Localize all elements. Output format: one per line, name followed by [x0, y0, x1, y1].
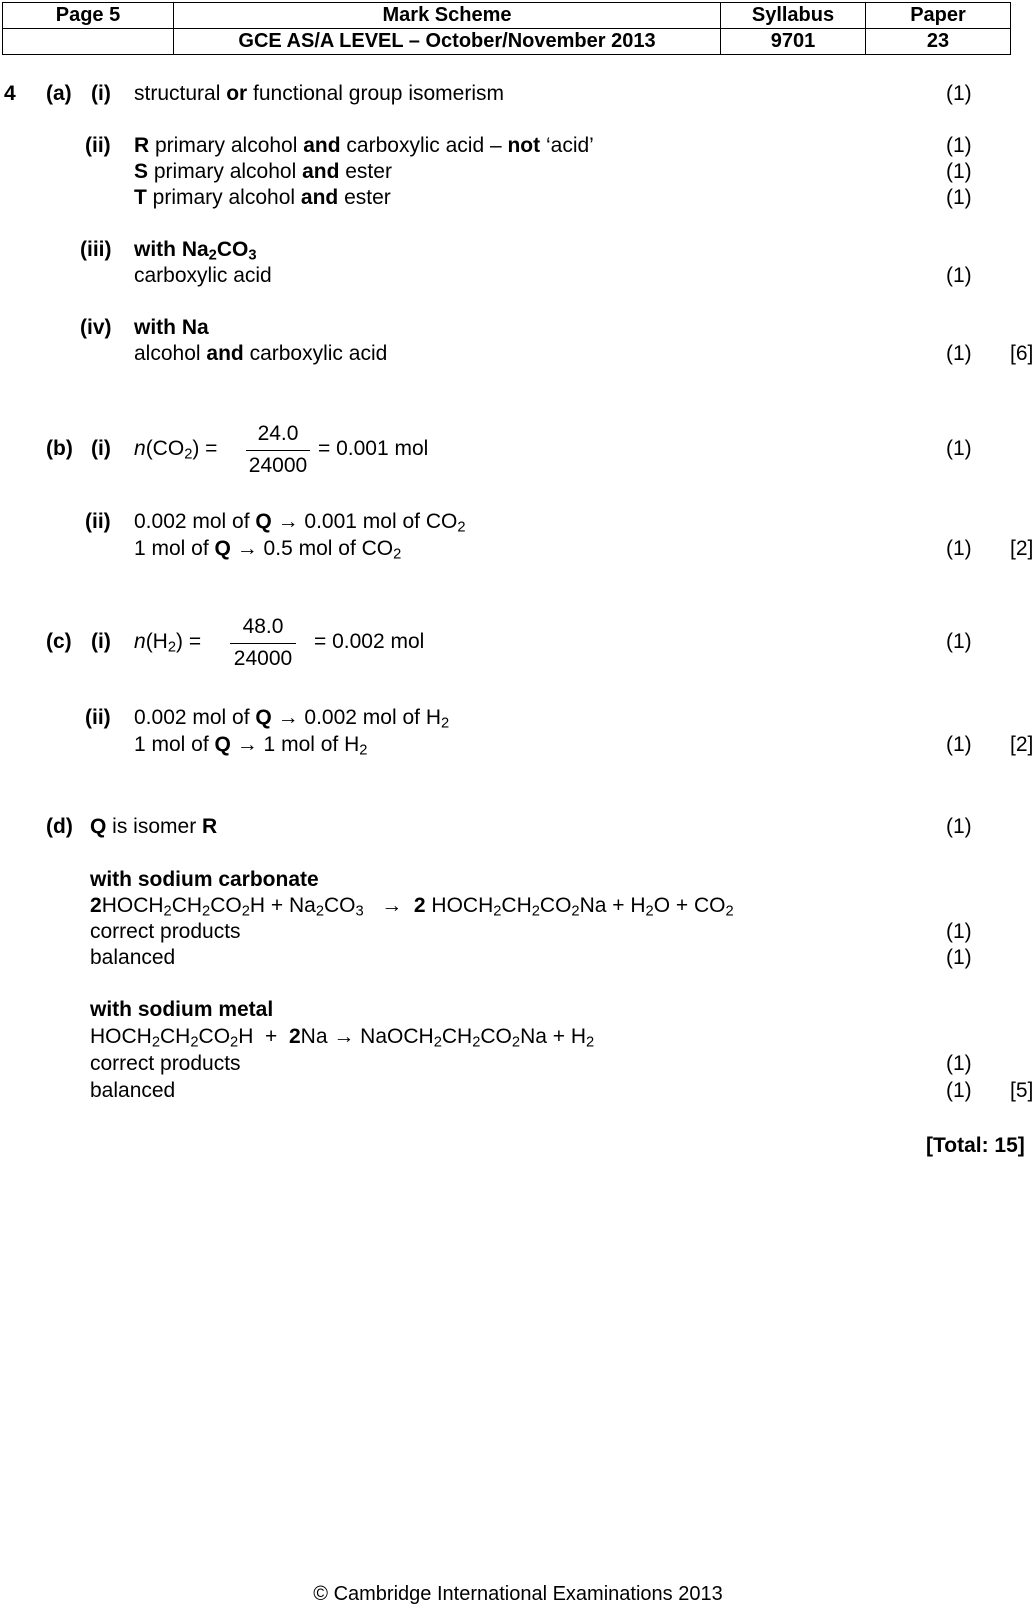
- a-i-mark: (1): [946, 82, 972, 105]
- b-i-label: (i): [91, 437, 111, 460]
- c-i-denominator: 24000: [233, 647, 293, 670]
- b-i-result: = 0.001 mol: [318, 437, 429, 460]
- d-carbonate-heading: with sodium carbonate: [90, 868, 319, 891]
- syllabus-code: 9701: [721, 29, 866, 55]
- b-ii-mark: (1): [946, 537, 972, 560]
- syllabus-label: Syllabus: [721, 3, 866, 29]
- b-i-mark: (1): [946, 437, 972, 460]
- header-table: [2, 2, 1011, 55]
- part-c-total: [2]: [1010, 733, 1034, 756]
- part-a-total: [6]: [1010, 342, 1034, 365]
- d-carbonate-balanced-mark: (1): [946, 946, 972, 969]
- paper-number: 23: [866, 29, 1011, 55]
- d-metal-balanced: balanced: [90, 1079, 176, 1102]
- d-carbonate-products: correct products: [90, 920, 241, 943]
- c-ii-line2: 1 mol of Q → 1 mol of $H_2$: [134, 733, 368, 759]
- c-i-mark: (1): [946, 630, 972, 653]
- c-ii-line1: 0.002 mol of Q → 0.002 mol of $H_2$: [134, 706, 450, 732]
- question-number: 4: [4, 82, 16, 105]
- header-blank-cell: [3, 29, 174, 55]
- a-iii-label: (iii): [80, 238, 112, 261]
- d-metal-heading: with sodium metal: [90, 998, 274, 1021]
- a-iv-heading: with Na: [134, 316, 209, 339]
- d-identity: Q is isomer R: [90, 815, 218, 838]
- part-d-label: (d): [46, 815, 73, 838]
- c-i-fraction: [230, 615, 296, 671]
- b-ii-line1: 0.002 mol of Q → 0.001 mol of $CO_2$: [134, 510, 466, 536]
- c-i-label: (i): [91, 630, 111, 653]
- a-iv-mark: (1): [946, 342, 972, 365]
- d-metal-balanced-mark: (1): [946, 1079, 972, 1102]
- d-metal-products-mark: (1): [946, 1052, 972, 1075]
- a-ii-label: (ii): [85, 134, 111, 157]
- copyright-footer: © Cambridge International Examinations 2013: [313, 1583, 723, 1605]
- part-b-total: [2]: [1010, 537, 1034, 560]
- b-i-numerator: 24.0: [257, 422, 299, 445]
- b-ii-label: (ii): [85, 510, 111, 533]
- a-ii-s-answer: S primary alcohol and ester: [134, 160, 392, 183]
- d-carbonate-products-mark: (1): [946, 920, 972, 943]
- part-b-label: (b): [46, 437, 73, 460]
- page-number: Page 5: [3, 3, 174, 29]
- c-ii-mark: (1): [946, 733, 972, 756]
- c-i-lhs: $n(H_2)$ =: [134, 630, 202, 656]
- b-ii-line2: 1 mol of Q → 0.5 mol of $CO_2$: [134, 537, 402, 563]
- b-i-denominator: 24000: [248, 454, 308, 477]
- a-i-label: (i): [91, 82, 111, 105]
- grand-total: [Total: 15]: [926, 1134, 1025, 1157]
- part-d-total: [5]: [1010, 1079, 1034, 1102]
- a-iii-answer: carboxylic acid: [134, 264, 272, 287]
- paper-label: Paper: [866, 3, 1011, 29]
- c-ii-label: (ii): [85, 706, 111, 729]
- d-carbonate-balanced: balanced: [90, 946, 176, 969]
- a-i-answer: structural or functional group isomerism: [134, 82, 504, 105]
- d-metal-equation: $HOCH_2CH_2CO_2H + 2Na$ → $NaOCH_2CH_2CO_2Na + H_2$: [90, 1025, 595, 1051]
- a-iv-answer: alcohol and carboxylic acid: [134, 342, 388, 365]
- exam-name: GCE AS/A LEVEL – October/November 2013: [174, 29, 721, 55]
- d-carbonate-equation: $2HOCH_2CH_2CO_2H + Na_2CO_3 \to 2$ $HOCH_2CH_2CO_2Na + H_2O + CO_2$: [90, 894, 734, 920]
- d-metal-products: correct products: [90, 1052, 241, 1075]
- c-i-result: = 0.002 mol: [314, 630, 425, 653]
- a-iii-mark: (1): [946, 264, 972, 287]
- a-ii-r-answer: R primary alcohol and carboxylic acid – not ‘acid’: [134, 134, 594, 157]
- fraction-bar: [230, 643, 296, 644]
- a-ii-t-mark: (1): [946, 186, 972, 209]
- fraction-bar: [246, 450, 310, 451]
- b-i-fraction: [246, 422, 310, 478]
- document-title: Mark Scheme: [174, 3, 721, 29]
- d-identity-mark: (1): [946, 815, 972, 838]
- part-c-label: (c): [46, 630, 72, 653]
- c-i-numerator: 48.0: [242, 615, 284, 638]
- a-iii-heading: with $Na_2CO_3$: [134, 238, 257, 264]
- a-ii-r-mark: (1): [946, 134, 972, 157]
- a-ii-t-answer: T primary alcohol and ester: [134, 186, 391, 209]
- b-i-lhs: $n(CO_2)$ =: [134, 437, 218, 463]
- part-a-label: (a): [46, 82, 72, 105]
- a-iv-label: (iv): [80, 316, 112, 339]
- a-ii-s-mark: (1): [946, 160, 972, 183]
